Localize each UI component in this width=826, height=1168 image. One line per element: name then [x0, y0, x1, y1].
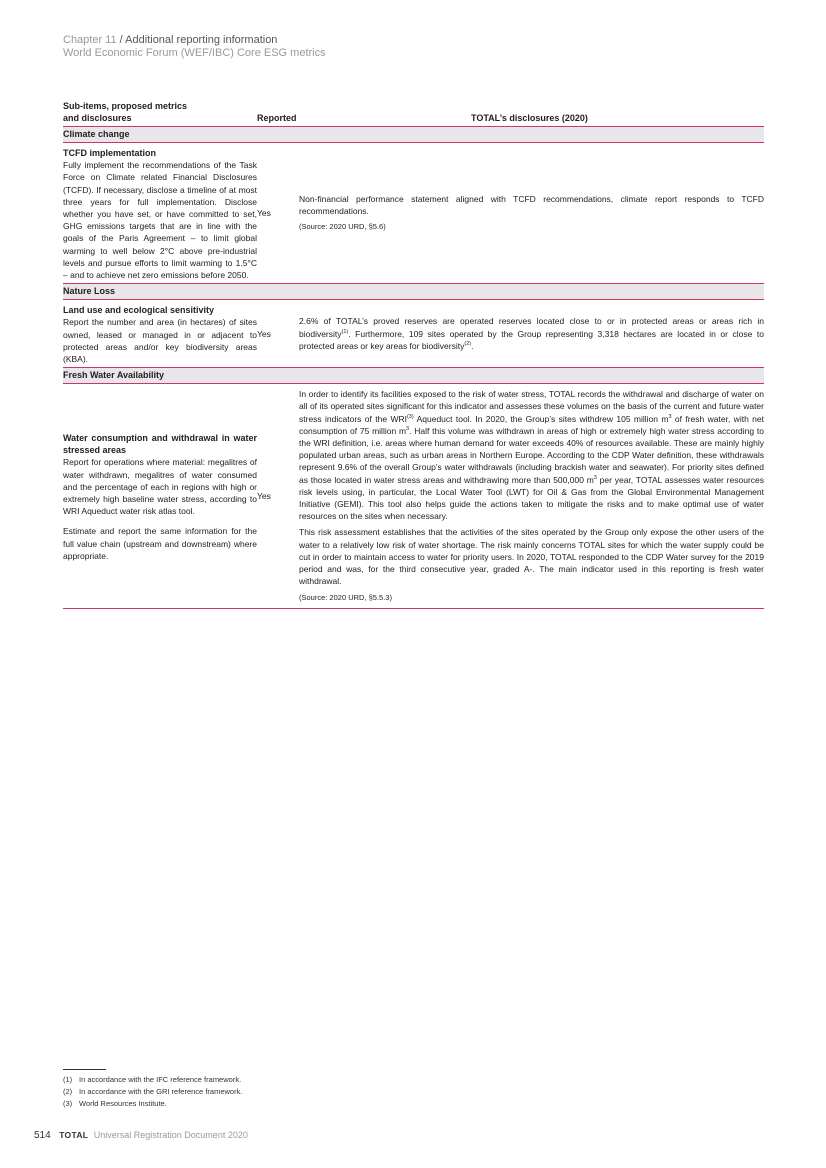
section-fresh-water: Fresh Water Availability — [63, 368, 764, 384]
item-text: Report the number and area (in hectares) of sites owned, leased or managed in or adjacent to protected areas and/or key biodiversity areas (KBA). — [63, 317, 257, 365]
footnote-ref: (1) — [341, 328, 349, 335]
disclosure-part: . Half this volume was withdrawn in areas of high or extremely high water stress according to the WRI definition, i.e. areas where human demand for water exceeds 40% of resources available. These are mainly highly populated urban areas, such as urban areas in Northern Europe. According to the CDP Water definition, these withdrawals represent 9.6% of the overall Group’s water withdrawals (including brackish water and seawater). For priority sites defined as those located in water stress areas and withdrawing more than 500,000 m — [299, 425, 765, 485]
brand-name: TOTAL — [59, 1130, 89, 1140]
footnote-number: (1) — [63, 1075, 73, 1084]
item-title: Water consumption and withdrawal in water stressed areas — [63, 432, 257, 456]
source-note: (Source: 2020 URD, §5.5.3) — [299, 592, 392, 602]
page-header — [63, 34, 326, 60]
item-cell — [63, 300, 257, 367]
table-header — [63, 100, 764, 127]
disclosure-part: Aqueduct tool. In 2020, the Group’s sites withdrew 105 million m — [413, 413, 669, 424]
column-header-items — [63, 101, 253, 124]
disclosure-part: of fresh water, with net consumption of 75 million m — [299, 413, 764, 436]
page-number: 514 — [34, 1130, 51, 1141]
disclosure-part: . — [471, 340, 474, 351]
page-footer — [34, 1130, 248, 1141]
disclosure-part: . Furthermore, 109 sites operated by the Group representing 3,318 hectares are located in or close to protected areas or key areas for biodiversity — [299, 328, 764, 351]
item-cell — [63, 143, 257, 283]
source-note: (Source: 2020 URD, §5.6) — [299, 222, 386, 232]
disclosure-text: Non-financial performance statement aligned with TCFD recommendations, climate report responds to TCFD recommendations. — [299, 193, 764, 217]
table-row — [63, 384, 764, 608]
footnote-number: (3) — [63, 1099, 73, 1108]
column-header-reported: Reported — [257, 113, 297, 123]
table-row — [63, 143, 764, 284]
item-block — [63, 432, 257, 517]
esg-metrics-table — [63, 100, 764, 609]
disclosure-cell — [299, 300, 764, 367]
column-header-items-line2: and disclosures — [63, 112, 132, 123]
column-header-items-line1: Sub-items, proposed metrics — [63, 101, 188, 111]
footnote-text: In accordance with the IFC reference framework. — [79, 1075, 242, 1084]
disclosure-part: 2.6% of TOTAL’s proved reserves are operated reserves located close to or in protected areas or areas rich in biodiversity — [299, 316, 764, 339]
document-name: Universal Registration Document 2020 — [93, 1130, 248, 1140]
superscript: 3 — [406, 426, 410, 433]
disclosure-part: In order to identify its facilities exposed to the risk of water stress, TOTAL records the withdrawal and discharge of water on all of its operated sites significant for this indicator and assesses these volumes on the basis of the current and future water stress indicators of the WRI — [299, 389, 764, 424]
footnote — [63, 1074, 242, 1086]
footnote-text: In accordance with the GRI reference framework. — [79, 1087, 243, 1096]
item-text-2: Estimate and report the same information for the full value chain (upstream and downstream) where appropriate. — [63, 526, 257, 561]
column-header-disclosures: TOTAL’s disclosures (2020) — [471, 113, 588, 123]
disclosure-cell — [299, 384, 764, 607]
separator: / — [116, 34, 126, 46]
chapter-subtitle: World Economic Forum (WEF/IBC) Core ESG metrics — [63, 47, 326, 59]
footnote — [63, 1098, 242, 1110]
footnote-divider — [63, 1069, 106, 1070]
item-title: TCFD implementation — [63, 148, 157, 158]
footnote-number: (2) — [63, 1087, 73, 1096]
disclosure-text — [299, 315, 764, 352]
reported-cell: Yes — [257, 208, 271, 219]
footnotes — [63, 1074, 242, 1110]
reported-cell: Yes — [257, 490, 271, 501]
footnote-ref: (2) — [464, 341, 472, 348]
superscript: 3 — [593, 474, 597, 481]
item-title: Land use and ecological sensitivity — [63, 305, 215, 316]
reported-cell: Yes — [257, 328, 271, 339]
disclosure-paragraph-2: This risk assessment establishes that the activities of the sites operated by the Group only expose the other users of the water to a relatively low risk of water shortage. The risk mainly concerns TOTAL sites for which the water supply could be cut in order to maintain access to water for priority users. In 2020, TOTAL responded to the CDP Water survey for the 2019 period and was, for the third consecutive year, graded A-. The main indicator used in this reporting is fresh water withdrawal. — [299, 527, 764, 587]
disclosure-part: per year, TOTAL assesses water resources risk levels using, in particular, the Local Water Tool (LWT) for Oil & Gas from the Global Environmental Management Initiative (GEMI). This tool also helps guide the actions taken to mitigate the risks and to make optimal use of water resources on the sites when necessary. — [299, 474, 764, 522]
disclosure-paragraph-1 — [299, 388, 764, 522]
footnote — [63, 1086, 242, 1098]
footnote-ref: (3) — [406, 413, 414, 420]
footnote-text: World Resources Institute. — [79, 1099, 167, 1108]
item-cell — [63, 384, 257, 607]
chapter-label: Chapter 11 — [63, 34, 117, 46]
section-nature-loss: Nature Loss — [63, 284, 764, 300]
table-row — [63, 300, 764, 368]
chapter-title: Additional reporting information — [125, 34, 278, 46]
item-text: Report for operations where material: megalitres of water withdrawn, megalitres of water consumed and the percentage of each in regions with high or extremely high baseline water stress, according to WRI Aqueduct water risk atlas tool. — [63, 457, 257, 517]
chapter-line — [63, 34, 326, 47]
superscript: 3 — [668, 413, 672, 420]
item-text: Fully implement the recommendations of the Task Force on Climate related Financial Disclosures (TCFD). If necessary, disclose a timeline of at most three years for full implementation. Disclose whether you have set, or have committed to set, GHG emissions targets that are in line with the goals of the Paris Agreement – to limit global warming to well below 2°C above pre-industrial levels and pursue efforts to limit warming to 1.5°C – and to achieve net zero emissions before 2050. — [63, 160, 257, 281]
disclosure-cell — [299, 143, 764, 283]
section-climate-change: Climate change — [63, 127, 764, 143]
